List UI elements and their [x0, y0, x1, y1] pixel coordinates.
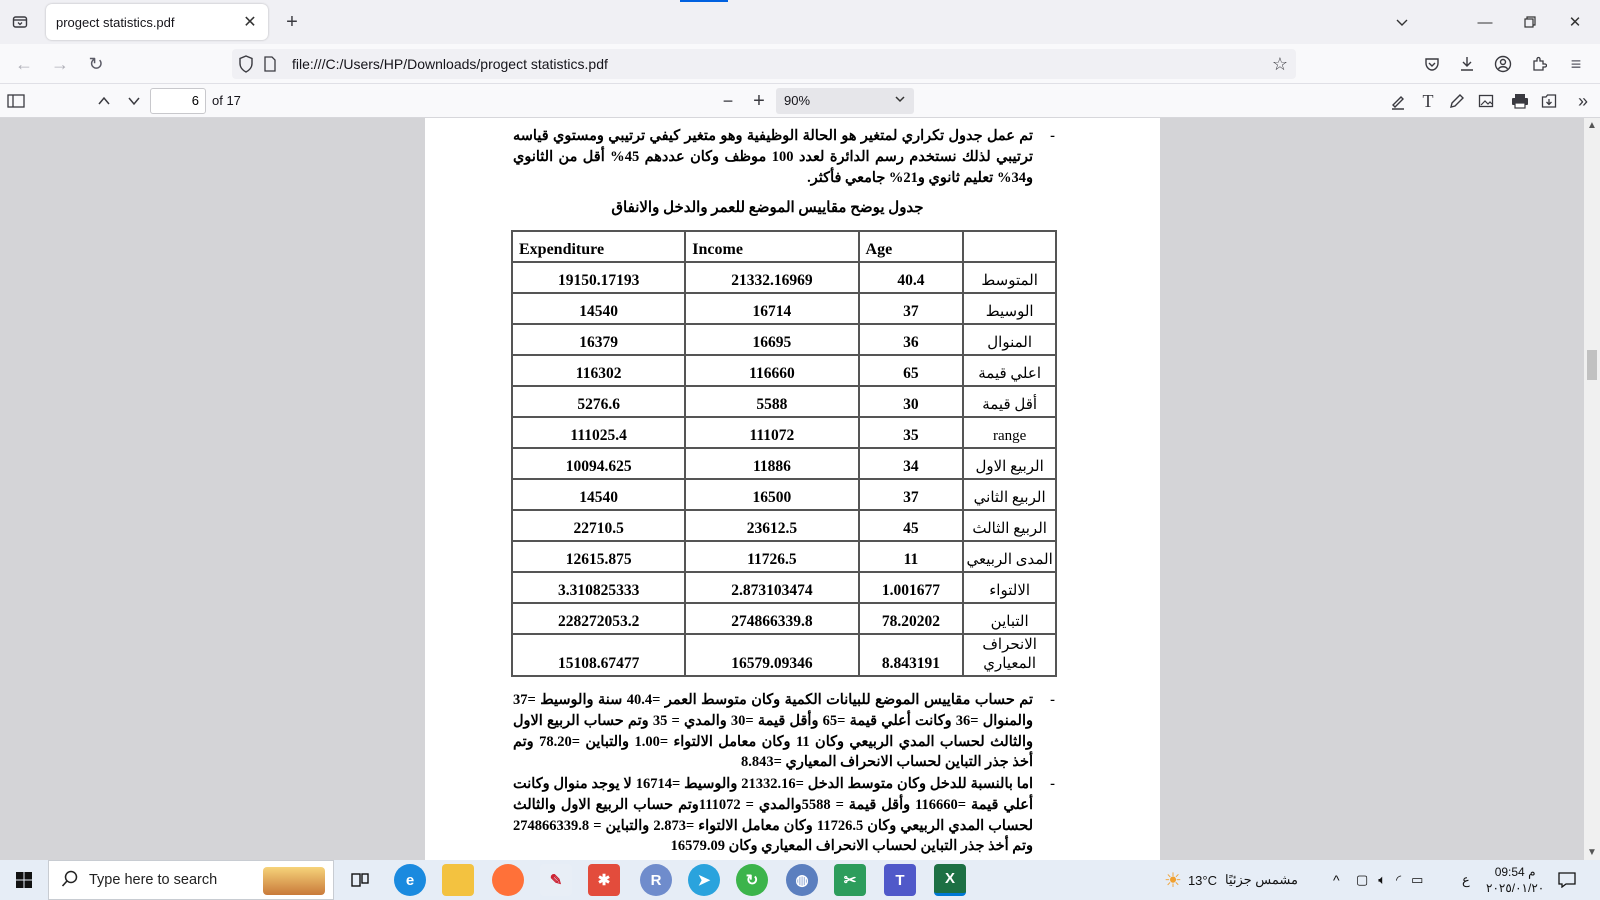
edge-icon[interactable]: e: [394, 864, 426, 896]
weather-icon: ☀: [1164, 869, 1182, 892]
extensions-icon[interactable]: [1527, 52, 1551, 76]
firefox-icon[interactable]: [492, 864, 524, 896]
cell-income: 16579.09346: [685, 634, 858, 676]
tray-icons: [1356, 860, 1423, 900]
table-caption: جدول يوضح مقاييس الموضع للعمر والدخل والانفاق: [611, 200, 924, 216]
cell-expenditure: 3.310825333: [512, 572, 685, 603]
text-tool-icon[interactable]: T: [1422, 90, 1434, 111]
new-tab-icon[interactable]: +: [286, 10, 298, 33]
sync-icon[interactable]: ↻: [736, 864, 768, 896]
table-row: [512, 386, 1056, 417]
file-icon: [264, 56, 276, 77]
telegram-icon[interactable]: ➤: [688, 864, 720, 896]
tools-menu-icon[interactable]: »: [1577, 90, 1588, 111]
clock-time: 09:54 م: [1494, 865, 1536, 879]
page-count: of 17: [212, 93, 241, 108]
cell-age: 36: [859, 324, 964, 355]
cell-age: 40.4: [859, 262, 964, 293]
save-icon[interactable]: [1537, 89, 1561, 113]
cell-expenditure: 10094.625: [512, 448, 685, 479]
scroll-up-icon[interactable]: ▲: [1587, 120, 1597, 131]
cell-label: الوسيط: [963, 293, 1056, 324]
vertical-scrollbar[interactable]: [1584, 118, 1600, 860]
meet-icon[interactable]: ▢: [1356, 872, 1369, 887]
cell-income: 23612.5: [685, 510, 858, 541]
draw-icon[interactable]: [1445, 89, 1469, 113]
table-row: [512, 324, 1056, 355]
cell-income: 11886: [685, 448, 858, 479]
table-row: [512, 448, 1056, 479]
cell-age: 11: [859, 541, 964, 572]
language-indicator[interactable]: ع: [1462, 872, 1470, 887]
zoom-select[interactable]: [776, 88, 914, 114]
table-row: [512, 572, 1056, 603]
cell-label: range: [963, 417, 1056, 448]
tab-strip: [0, 0, 1600, 44]
zoom-out-icon[interactable]: −: [722, 90, 734, 111]
cell-income: 111072: [685, 417, 858, 448]
table-row: [512, 603, 1056, 634]
restore-icon[interactable]: [1518, 10, 1542, 34]
cell-label: الربيع الثالث: [963, 510, 1056, 541]
search-placeholder: Type here to search: [89, 872, 218, 888]
highlight-icon[interactable]: [1386, 89, 1410, 113]
file-explorer-icon[interactable]: [442, 864, 474, 896]
header-income: Income: [685, 231, 858, 262]
table-row: [512, 355, 1056, 386]
app-icon[interactable]: ✱: [588, 864, 620, 896]
battery-icon[interactable]: ▭: [1411, 872, 1424, 887]
cell-label: الربيع الاول: [963, 448, 1056, 479]
weather-widget[interactable]: [1164, 860, 1298, 900]
pdf-toolbar: [0, 84, 1600, 118]
cell-expenditure: 14540: [512, 479, 685, 510]
downloads-icon[interactable]: [1455, 52, 1479, 76]
cell-income: 16695: [685, 324, 858, 355]
search-highlight-image: [263, 867, 325, 895]
chevron-down-icon: [894, 88, 906, 114]
weather-temp: 13°C: [1187, 872, 1217, 888]
excel-icon[interactable]: X: [934, 864, 966, 896]
task-view-icon[interactable]: [344, 864, 376, 896]
cell-age: 1.001677: [859, 572, 964, 603]
account-icon[interactable]: [1491, 52, 1515, 76]
tab-title: progect statistics.pdf: [56, 14, 175, 30]
browser-tab[interactable]: [46, 4, 268, 40]
statistics-table: [511, 230, 1057, 677]
pocket-icon[interactable]: [1420, 52, 1444, 76]
volume-icon[interactable]: 🔈︎: [1378, 872, 1387, 887]
cell-income: 21332.16969: [685, 262, 858, 293]
cell-income: 274866339.8: [685, 603, 858, 634]
scroll-down-icon[interactable]: ▼: [1587, 847, 1597, 858]
previous-page-icon[interactable]: [92, 89, 116, 113]
navigation-bar: [0, 44, 1600, 84]
header-age: Age: [859, 231, 964, 262]
paragraph-3: - اما بالنسبة للدخل وكان متوسط الدخل =21332.16 والوسيط =16714 لا يوجد منوال وكانت أعلي قيمة =116660 وأقل قيمة = 5588والمدي = 111072وتم حساب الربيع الاول والثالث لحساب المدي الربيعي وكان 11726.5 وكان معامل الالتواء =2.873 والتباين = 274866339.8 وتم أخذ جذر التباين لحساب الانحراف المعياري وكان 16579.09: [513, 774, 1033, 857]
cell-expenditure: 5276.6: [512, 386, 685, 417]
cell-label: الانحراف المعياري: [963, 634, 1056, 676]
cell-label: الربيع الثاني: [963, 479, 1056, 510]
cell-expenditure: 15108.67477: [512, 634, 685, 676]
table-row: [512, 417, 1056, 448]
sidebar-toggle-icon[interactable]: [4, 89, 28, 113]
image-icon[interactable]: [1474, 89, 1498, 113]
table-row: [512, 293, 1056, 324]
clock[interactable]: [1486, 860, 1544, 900]
bookmark-star-icon[interactable]: ☆: [1271, 54, 1288, 74]
next-page-icon[interactable]: [122, 89, 146, 113]
table-row: [512, 479, 1056, 510]
teams-icon[interactable]: T: [884, 864, 916, 896]
header-label: [963, 231, 1056, 262]
back-icon[interactable]: ←: [15, 53, 33, 74]
zoom-in-icon[interactable]: +: [753, 89, 765, 112]
cell-label: المتوسط: [963, 262, 1056, 293]
cell-age: 35: [859, 417, 964, 448]
r-icon[interactable]: R: [640, 864, 672, 896]
cell-income: 11726.5: [685, 541, 858, 572]
cell-label: المنوال: [963, 324, 1056, 355]
tab-accent-line: [680, 0, 728, 2]
paint-icon[interactable]: ✎: [540, 864, 572, 896]
wifi-icon[interactable]: ◜: [1396, 872, 1402, 887]
notifications-icon[interactable]: [1558, 860, 1576, 900]
cell-expenditure: 111025.4: [512, 417, 685, 448]
cell-age: 34: [859, 448, 964, 479]
close-window-icon[interactable]: ✕: [1568, 14, 1582, 31]
cell-income: 116660: [685, 355, 858, 386]
table-row: [512, 634, 1056, 676]
paragraph-2: - تم حساب مقاييس الموضع للبيانات الكمية وكان متوسط العمر =40.4 سنة والوسيط =37 والمنوال =36 وكانت أعلي قيمة =65 وأقل قيمة =30 والمدي = 35 وتم حساب الربيع الاول والثالث لحساب المدي الربيعي وكان 11 وكان معامل الالتواء =1.00 والتباين =78.20 وتم أخذ جذر التباين لحساب الانحراف المعياري =8.843: [513, 690, 1033, 773]
print-icon[interactable]: [1508, 89, 1532, 113]
table-row: [512, 262, 1056, 293]
scroll-thumb[interactable]: [1587, 350, 1597, 380]
table-header-row: [512, 231, 1056, 262]
cell-expenditure: 22710.5: [512, 510, 685, 541]
cell-expenditure: 116302: [512, 355, 685, 386]
cell-label: المدى الربيعي: [963, 541, 1056, 572]
cell-label: اعلي قيمة: [963, 355, 1056, 386]
cell-age: 45: [859, 510, 964, 541]
shield-icon[interactable]: [238, 55, 254, 78]
menu-icon[interactable]: ≡: [1570, 53, 1582, 74]
globe-icon[interactable]: ◍: [786, 864, 818, 896]
cell-income: 16714: [685, 293, 858, 324]
chevron-down-icon[interactable]: [1390, 10, 1414, 34]
taskbar-search[interactable]: [48, 860, 334, 900]
header-expenditure: Expenditure: [512, 231, 685, 262]
cell-expenditure: 16379: [512, 324, 685, 355]
cell-age: 65: [859, 355, 964, 386]
cell-expenditure: 228272053.2: [512, 603, 685, 634]
cell-income: 16500: [685, 479, 858, 510]
cell-age: 37: [859, 293, 964, 324]
url-text[interactable]: file:///C:/Users/HP/Downloads/progect statistics.pdf: [292, 56, 608, 72]
table-row: [512, 510, 1056, 541]
cell-expenditure: 12615.875: [512, 541, 685, 572]
tray-chevron-icon[interactable]: ^: [1333, 872, 1340, 888]
cell-label: أقل قيمة: [963, 386, 1056, 417]
cell-expenditure: 14540: [512, 293, 685, 324]
list-all-tabs-icon[interactable]: [8, 10, 32, 34]
table-row: [512, 541, 1056, 572]
paragraph-1: - تم عمل جدول تكراري لمتغير هو الحالة الوظيفية وهو متغير كيفي ترتيبي ومستوي قياسه ترتيبي لذلك نستخدم رسم الدائرة لعدد 100 موظف وكان عددهم 45% أقل من الثانوي و34% تعليم ثانوي و21% جامعي فأكثر.: [513, 126, 1033, 188]
cell-age: 78.20202: [859, 603, 964, 634]
cell-income: 5588: [685, 386, 858, 417]
windows-start-icon[interactable]: [8, 864, 40, 896]
clock-date: ٢٠٢٥/٠١/٢٠: [1486, 881, 1545, 895]
search-icon: [61, 870, 79, 893]
cell-age: 37: [859, 479, 964, 510]
weather-text: مشمس جزئيًا: [1224, 872, 1298, 887]
reload-icon[interactable]: ↻: [88, 53, 104, 74]
cell-age: 30: [859, 386, 964, 417]
cell-income: 2.873103474: [685, 572, 858, 603]
cell-label: التباين: [963, 603, 1056, 634]
cell-expenditure: 19150.17193: [512, 262, 685, 293]
cell-age: 8.843191: [859, 634, 964, 676]
zoom-value: 90%: [784, 93, 811, 108]
taskbar: [0, 860, 1600, 900]
close-tab-icon[interactable]: ✕: [243, 14, 257, 31]
tool-icon[interactable]: ✂: [834, 864, 866, 896]
cell-label: الالتواء: [963, 572, 1056, 603]
minimize-icon[interactable]: —: [1477, 13, 1493, 31]
pdf-page: [425, 118, 1160, 860]
pdf-viewer[interactable]: [0, 118, 1600, 860]
forward-icon[interactable]: →: [51, 53, 69, 74]
address-bar[interactable]: [232, 49, 1296, 79]
page-number-input[interactable]: 6: [150, 88, 206, 114]
